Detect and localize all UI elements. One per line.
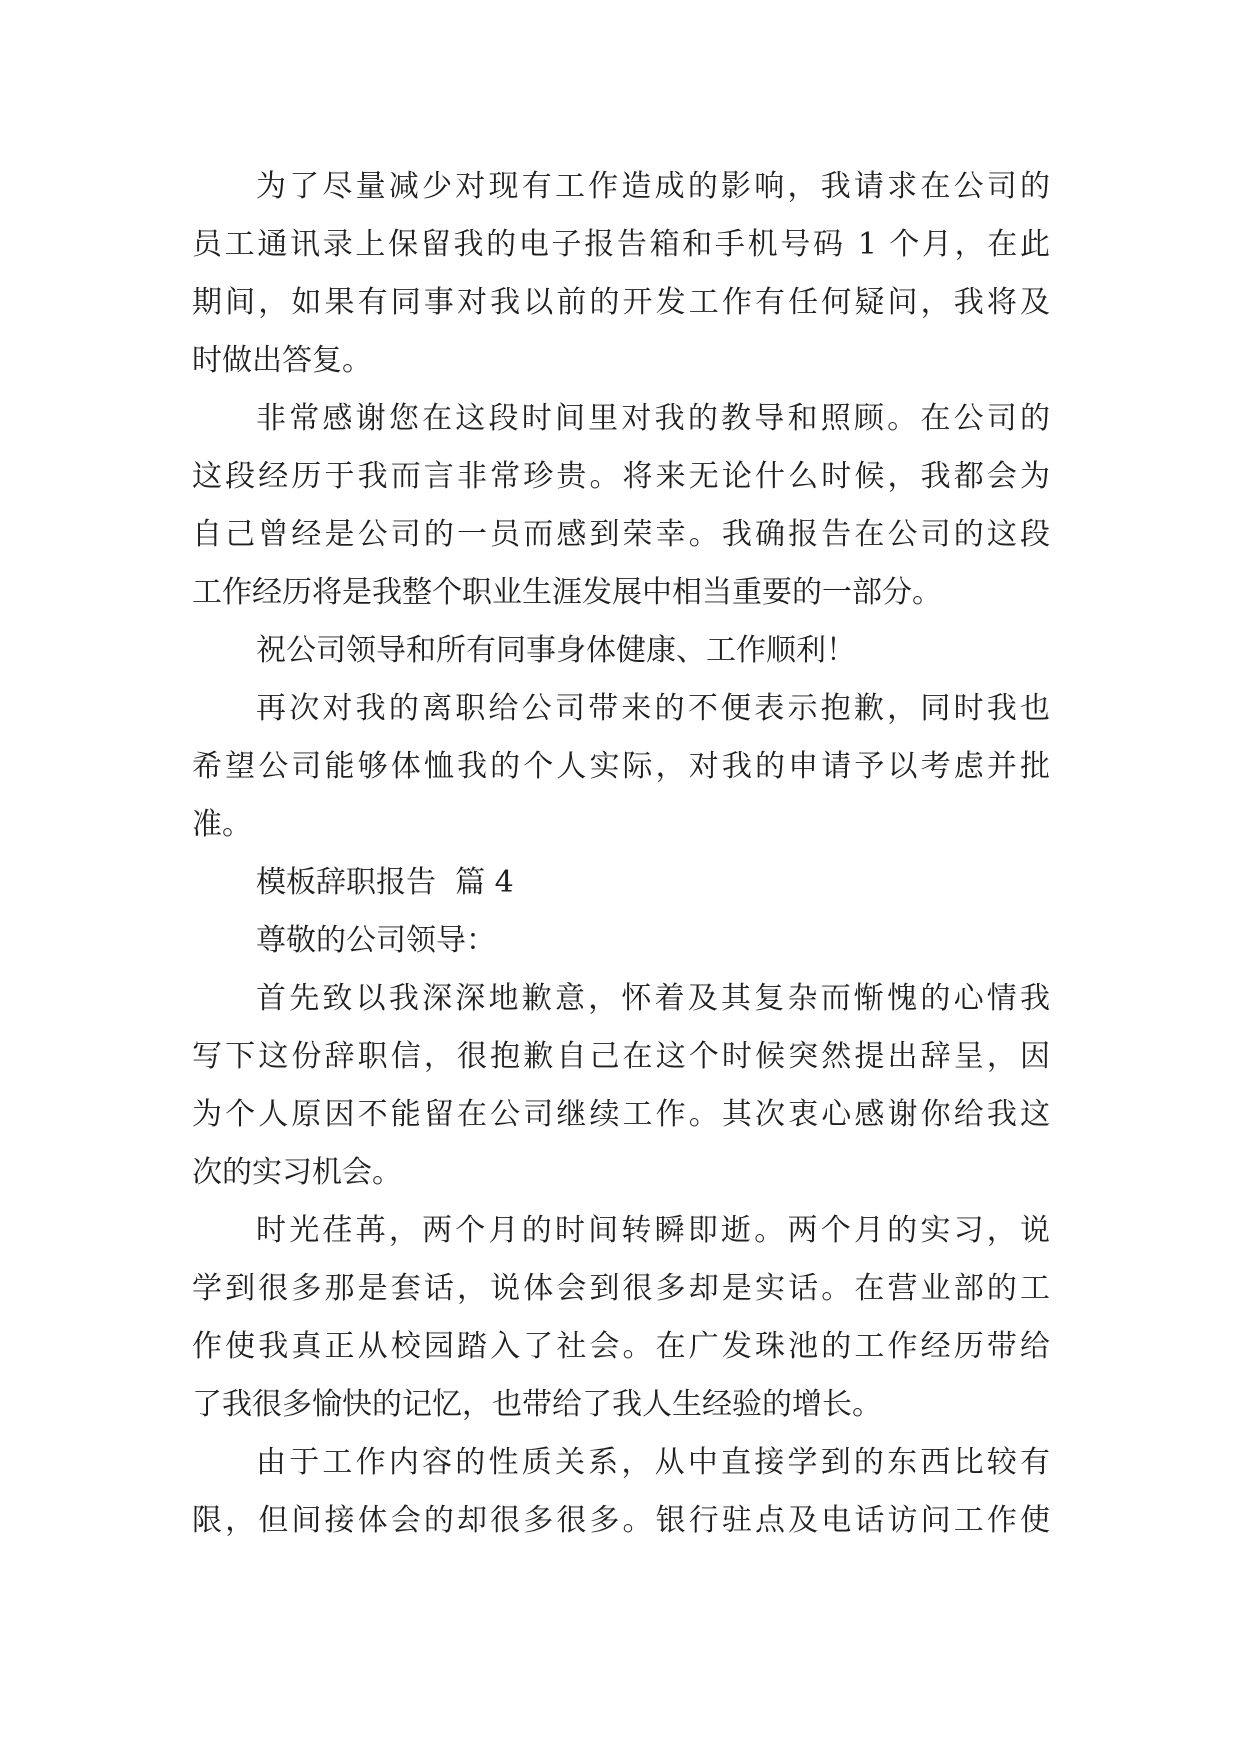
text-line: 这段经历于我而言非常珍贵。将来无论什么时候，我都会为	[192, 459, 1050, 494]
text-line: 期间，如果有同事对我以前的开发工作有任何疑问，我将及	[192, 285, 1050, 320]
text-line: 写下这份辞职信，很抱歉自己在这个时候突然提出辞呈，因	[192, 1039, 1050, 1074]
text-line: 工作经历将是我整个职业生涯发展中相当重要的一部分。	[192, 575, 942, 610]
text-line: 由于工作内容的性质关系，从中直接学到的东西比较有	[256, 1445, 1050, 1480]
text-line: 为个人原因不能留在公司继续工作。其次衷心感谢你给我这	[192, 1097, 1050, 1132]
text-line: 首先致以我深深地歉意，怀着及其复杂而惭愧的心情我	[256, 981, 1050, 1016]
text-line: 限，但间接体会的却很多很多。银行驻点及电话访问工作使	[192, 1503, 1050, 1538]
text-line: 再次对我的离职给公司带来的不便表示抱歉，同时我也	[256, 691, 1050, 726]
text-line: 非常感谢您在这段时间里对我的教导和照顾。在公司的	[256, 401, 1050, 436]
text-line: 准。	[192, 807, 252, 842]
text-line: 时做出答复。	[192, 343, 372, 378]
text-line: 自己曾经是公司的一员而感到荣幸。我确报告在公司的这段	[192, 517, 1050, 552]
text-line: 时光荏苒，两个月的时间转瞬即逝。两个月的实习，说	[256, 1213, 1050, 1248]
text-line: 为了尽量减少对现有工作造成的影响，我请求在公司的	[256, 169, 1050, 204]
section-heading: 模板辞职报告 篇 4	[256, 865, 514, 900]
text-line: 祝公司领导和所有同事身体健康、工作顺利！	[256, 633, 856, 668]
salutation: 尊敬的公司领导：	[256, 923, 496, 958]
text-line: 学到很多那是套话，说体会到很多却是实话。在营业部的工	[192, 1271, 1050, 1306]
text-line: 员工通讯录上保留我的电子报告箱和手机号码 1 个月，在此	[192, 227, 1050, 262]
text-line: 希望公司能够体恤我的个人实际，对我的申请予以考虑并批	[192, 749, 1050, 784]
text-line: 作使我真正从校园踏入了社会。在广发珠池的工作经历带给	[192, 1329, 1050, 1364]
text-line: 次的实习机会。	[192, 1155, 402, 1190]
text-line: 了我很多愉快的记忆，也带给了我人生经验的增长。	[192, 1387, 882, 1422]
